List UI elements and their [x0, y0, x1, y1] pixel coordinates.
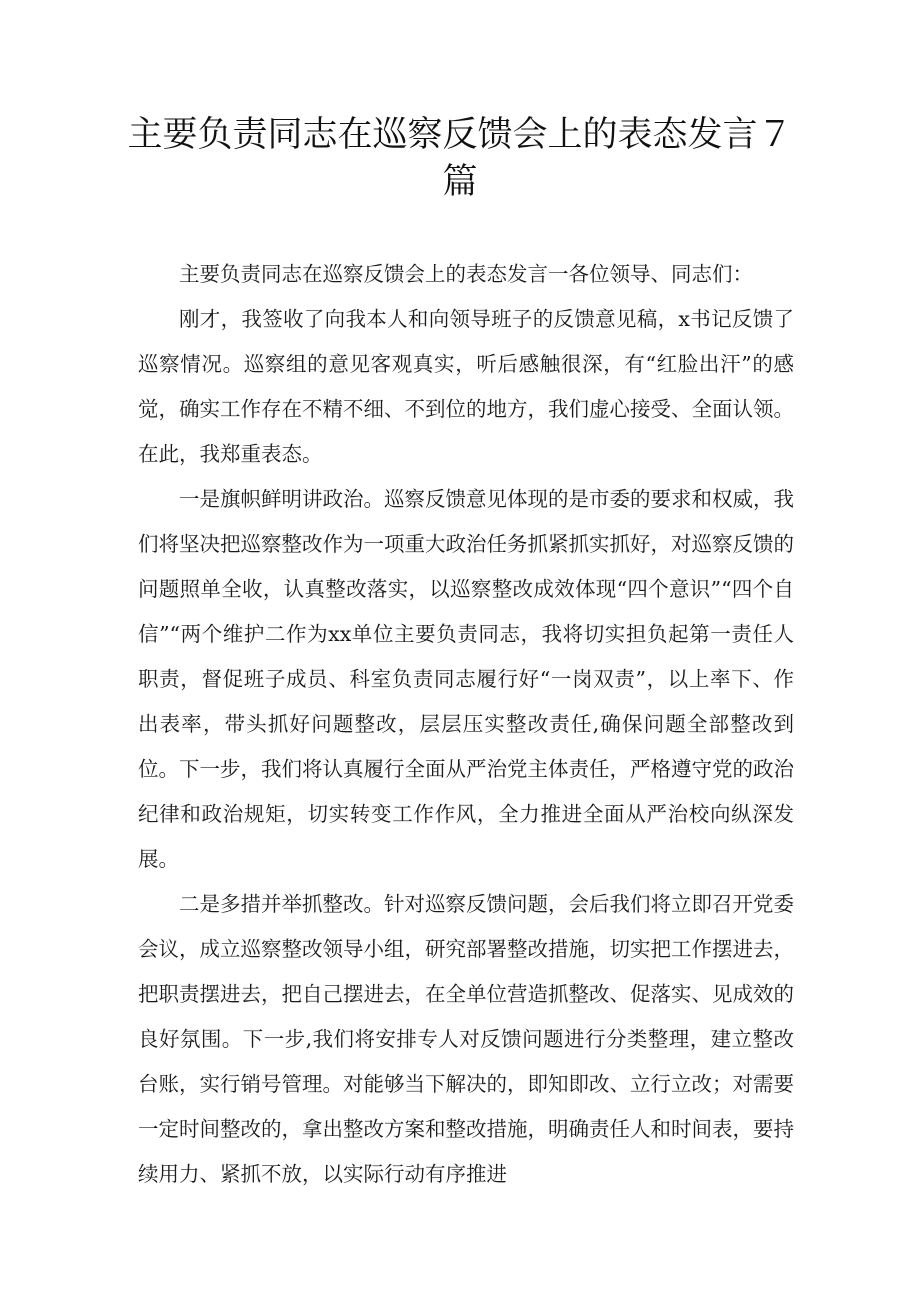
- paragraph-intro: 刚才，我签收了向我本人和向领导班子的反馈意见稿，x书记反馈了巡察情况。巡察组的意见客观真实，听后感触很深，有“红脸出汗”的感觉，确实工作存在不精不细、不到位的地方，我们虚心接受、全面认领。在此，我郑重表态。: [138, 307, 794, 466]
- document-title-line-1: 主要负责同志在巡察反馈会上的表态发言７: [127, 115, 793, 155]
- document-title: [120, 112, 800, 206]
- document-title-line-2: 篇: [442, 162, 478, 202]
- paragraph-greeting: 主要负责同志在巡察反馈会上的表态发言一各位领导、同志们：: [179, 262, 753, 286]
- document-body: [138, 252, 794, 1197]
- paragraph-point-two: 二是多措并举抓整改。针对巡察反馈问题，会后我们将立即召开党委会议，成立巡察整改领导小组，研究部署整改措施，切实把工作摆进去，把职责摆进去，把自己摆进去，在全单位营造抓整改、促落实、见成效的良好氛围。下一步,我们将安排专人对反馈问题进行分类整理，建立整改台账，实行销号管理。对能够当下解决的，即知即改、立行立改；对需要一定时间整改的，拿出整改方案和整改措施，明确责任人和时间表，要持续用力、紧抓不放，以实际行动有序推进: [138, 892, 794, 1186]
- paragraph-point-one: 一是旗帜鲜明讲政治。巡察反馈意见体现的是市委的要求和权威，我们将坚决把巡察整改作为一项重大政治任务抓紧抓实抓好，对巡察反馈的问题照单全收，认真整改落实，以巡察整改成效体现“四个意识”“四个自信”“两个维护二作为xx单位主要负责同志，我将切实担负起第一责任人职责，督促班子成员、科室负责同志履行好“一岗双责”，以上率下、作出表率，带头抓好问题整改，层层压实整改责任,确保问题全部整改到位。下一步，我们将认真履行全面从严治党主体责任，严格遵守党的政治纪律和政治规矩，切实转变工作作风，全力推进全面从严治校向纵深发展。: [138, 487, 794, 871]
